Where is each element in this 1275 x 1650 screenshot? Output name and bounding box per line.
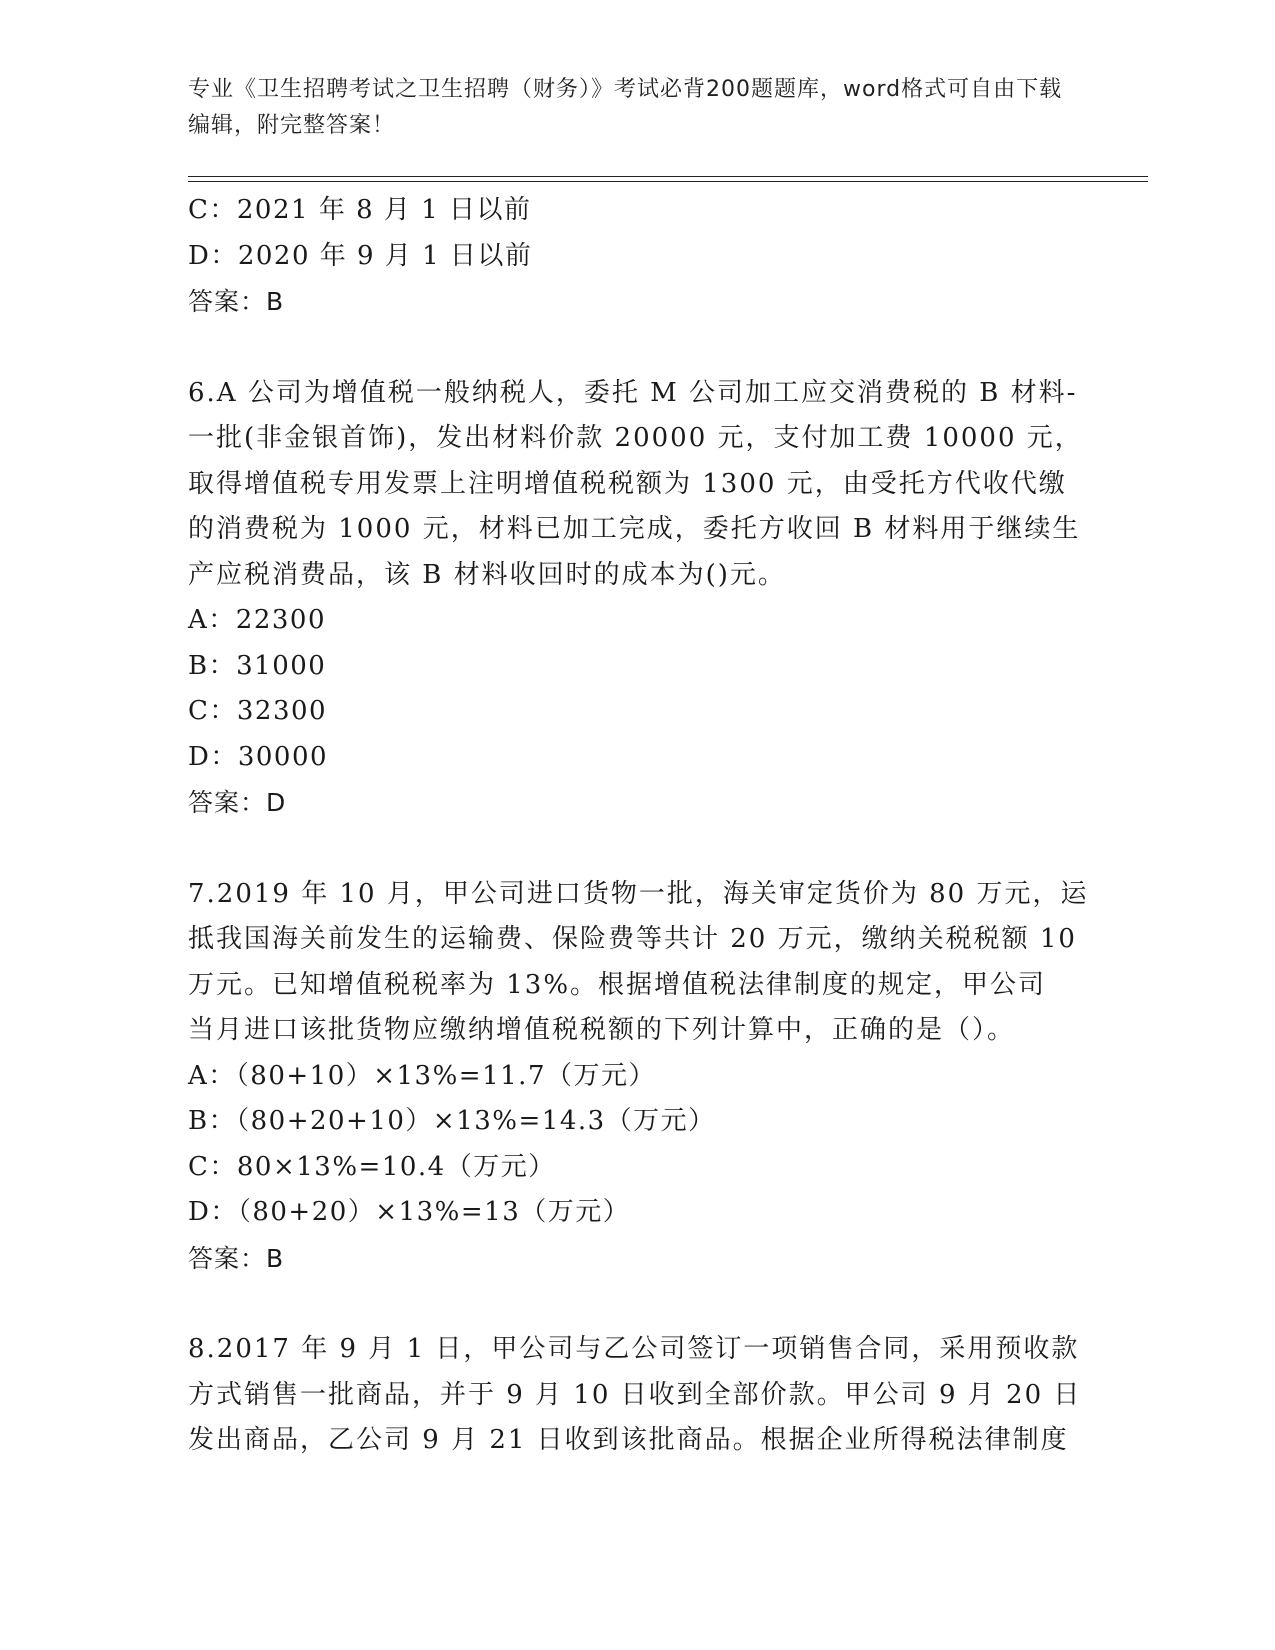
question-7	[188, 872, 1088, 1282]
q8-stem-line: 方式销售一批商品，并于 9 月 10 日收到全部价款。甲公司 9 月 20 日	[188, 1379, 1082, 1410]
q6-stem	[188, 371, 1088, 599]
q6-option-b: B：31000	[188, 650, 327, 681]
q8-stem-line: 发出商品，乙公司 9 月 21 日收到该批商品。根据企业所得税法律制度	[188, 1425, 1069, 1455]
q6-stem-line: 的消费税为 1000 元，材料已加工完成，委托方收回 B 材料用于继续生	[188, 514, 1081, 544]
q6-stem-line: 一批(非金银首饰)，发出材料价款 20000 元，支付加工费 10000 元，	[188, 423, 1083, 453]
q6-option-a: A：22300	[188, 605, 326, 635]
q7-answer: 答案：B	[188, 1243, 285, 1273]
question-8	[188, 1327, 1088, 1464]
header-divider-bottom	[188, 181, 1148, 182]
q6-option-d: D：30000	[188, 741, 329, 772]
q8-stem-line: 8.2017 年 9 月 1 日，甲公司与乙公司签订一项销售合同，采用预收款	[188, 1334, 1080, 1364]
q7-stem-line: 当月进口该批货物应缴纳增值税税额的下列计算中，正确的是（）。	[188, 1015, 1016, 1045]
q5-option-c: C：2021 年 8 月 1 日以前	[188, 195, 532, 225]
question-6	[188, 371, 1088, 826]
q7-option-a: A：（80+10）×13%=11.7（万元）	[188, 1060, 656, 1091]
q7-stem	[188, 872, 1088, 1054]
q6-stem-line: 取得增值税专用发票上注明增值税税额为 1300 元，由受托方代收代缴	[188, 468, 1067, 499]
q6-stem-line: 产应税消费品，该 B 材料收回时的成本为()元。	[188, 559, 786, 590]
q7-stem-line: 万元。已知增值税税率为 13%。根据增值税法律制度的规定，甲公司	[188, 969, 1047, 1000]
document-body	[188, 188, 1088, 1464]
q6-answer: 答案：D	[188, 788, 287, 817]
q8-stem	[188, 1327, 1088, 1464]
q7-option-d: D：（80+20）×13%=13（万元）	[188, 1197, 631, 1227]
question-5-tail	[188, 188, 1088, 325]
q5-answer: 答案：B	[188, 287, 285, 316]
header-divider-top	[188, 176, 1148, 177]
q7-option-c: C：80×13%=10.4（万元）	[188, 1151, 556, 1182]
q7-stem-line: 抵我国海关前发生的运输费、保险费等共计 20 万元，缴纳关税税额 10	[188, 924, 1077, 954]
q5-option-d: D：2020 年 9 月 1 日以前	[188, 240, 533, 271]
q6-option-c: C：32300	[188, 696, 328, 726]
page-header-title: 专业《卫生招聘考试之卫生招聘（财务）》考试必背200题题库，word格式可自由下载编辑，附完整答案！	[188, 77, 1063, 138]
q7-stem-line: 7.2019 年 10 月，甲公司进口货物一批，海关审定货价为 80 万元，运	[188, 878, 1089, 909]
q6-stem-line: 6.A 公司为增值税一般纳税人，委托 M 公司加工应交消费税的 B 材料-	[188, 377, 1078, 408]
q7-option-b: B：（80+20+10）×13%=14.3（万元）	[188, 1106, 716, 1136]
